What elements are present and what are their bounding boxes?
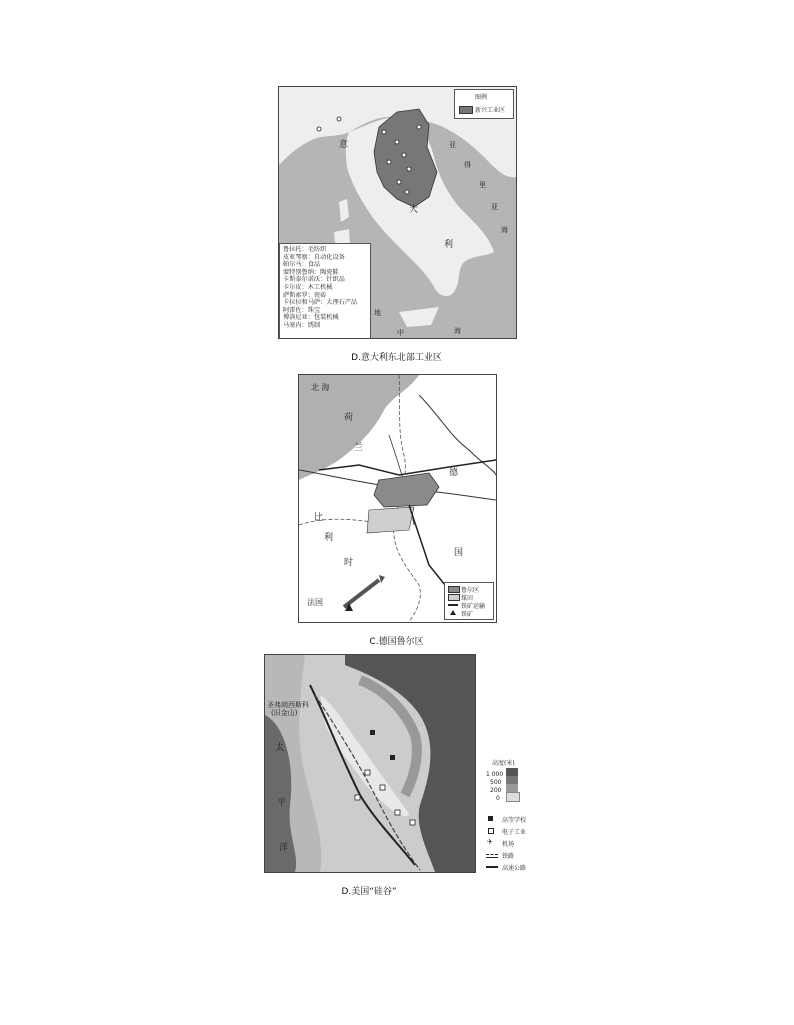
industry-item: 帕尔马：食品 xyxy=(283,261,321,269)
industry-item: 鲁拉托：毛纺织 xyxy=(283,246,327,253)
legend-school: 高等学校 xyxy=(502,817,527,824)
legend-airport: 机场 xyxy=(502,841,515,848)
legend-rail: 铁路 xyxy=(502,853,515,860)
land-sicily xyxy=(399,307,439,327)
river xyxy=(419,395,496,475)
label-yi: 意 xyxy=(339,140,349,150)
industry-list xyxy=(279,243,371,339)
industry-marker xyxy=(365,770,370,775)
city-dot xyxy=(317,127,321,131)
label-sf2: (旧金山) xyxy=(271,709,298,717)
industry-item: 蒙特别鲁纳：陶瓷鞋 xyxy=(283,268,339,276)
silicon-valley-svg xyxy=(265,655,475,872)
silicon-valley-map xyxy=(264,654,476,873)
legend-ruhr: 鲁尔区 xyxy=(461,587,480,594)
elev-swatch-3 xyxy=(506,784,518,792)
legend-highway: 高速公路 xyxy=(502,865,527,872)
industry-item: 皮亚琴察：自动化设备 xyxy=(283,253,345,261)
label-fa: 法国 xyxy=(307,598,323,607)
italy-legend-label: 新兴工业区 xyxy=(475,107,506,114)
legend-industry: 电子工业 xyxy=(502,829,527,836)
italy-map xyxy=(278,86,517,339)
city-dot xyxy=(405,190,409,194)
elev-500: 500 xyxy=(490,779,502,786)
legend-rail: 铁矿运输 xyxy=(461,603,486,610)
label-he: 荷 xyxy=(344,413,354,423)
legend-swatch-rail xyxy=(448,604,458,606)
legend-ore: 铁矿 xyxy=(461,611,474,618)
legend-school-icon xyxy=(488,816,493,821)
ruhr-map xyxy=(298,374,497,623)
label-sea-4: 亚 xyxy=(491,203,498,211)
railway xyxy=(409,505,449,590)
label-lan: 兰 xyxy=(354,443,364,453)
label-da: 大 xyxy=(409,205,419,215)
label-sea-2: 得 xyxy=(464,161,471,169)
elev-title: 高度(米) xyxy=(492,760,515,767)
industry-item: 卡尔皮：木工机械 xyxy=(283,283,333,291)
industry-item: 萨斯索罗：瓷砖 xyxy=(283,291,327,299)
label-sf: 圣弗朗西斯科 xyxy=(267,701,309,709)
label-bi: 比 xyxy=(314,513,324,523)
legend-highway-icon xyxy=(486,866,498,868)
industry-item: 卡拉拉和马萨：大理石产品 xyxy=(283,299,358,307)
legend-industry-icon xyxy=(488,828,494,834)
industry-marker xyxy=(410,820,415,825)
industry-item: 马塞内：绣制 xyxy=(283,321,321,329)
ruhr-caption: C.德国鲁尔区 xyxy=(369,637,424,647)
label-li: 利 xyxy=(444,240,454,250)
school-marker xyxy=(370,730,375,735)
bay xyxy=(320,695,410,816)
city-dot xyxy=(417,125,421,129)
sv-caption: D.美国“硅谷” xyxy=(341,887,397,897)
label-sea-5: 海 xyxy=(501,226,508,234)
label-li: 利 xyxy=(324,533,334,543)
industry-marker xyxy=(380,785,385,790)
italy-caption: D.意大利东北部工业区 xyxy=(351,353,442,363)
industry-marker xyxy=(355,795,360,800)
industry-marker xyxy=(395,810,400,815)
sv-legend xyxy=(484,758,544,873)
elev-swatch-1 xyxy=(506,768,518,776)
elev-1000: 1 000 xyxy=(486,771,504,778)
label-sea-3: 里 xyxy=(479,181,486,189)
city-dot xyxy=(407,167,411,171)
school-marker xyxy=(390,755,395,760)
coal-field xyxy=(367,507,414,533)
city-dot xyxy=(382,130,386,134)
label-sea-b2: 中 xyxy=(397,329,404,337)
label-guo: 国 xyxy=(454,548,464,558)
legend-rail-icon xyxy=(486,854,498,858)
city-dot xyxy=(395,140,399,144)
city-dot xyxy=(402,153,406,157)
italy-legend-title: 图例 xyxy=(475,94,488,101)
ruhr-region xyxy=(374,473,439,507)
label-sea-b1: 地 xyxy=(374,309,381,317)
industry-item: 卡斯泰尔诺沃：针织品 xyxy=(283,276,345,284)
legend-swatch-ore xyxy=(450,610,456,615)
label-de: 德 xyxy=(449,468,459,478)
airport-icon: ✈ xyxy=(487,838,493,846)
label-sea-b3: 海 xyxy=(454,327,461,335)
italy-legend-swatch xyxy=(459,106,473,114)
label-ping: 平 xyxy=(277,798,287,808)
ore-arrow xyxy=(344,580,379,607)
label-sea-1: 亚 xyxy=(449,141,456,149)
legend-coal: 煤田 xyxy=(461,595,474,602)
industry-item: 博洛尼亚：包装机械 xyxy=(283,314,339,322)
ruhr-legend xyxy=(444,582,494,620)
label-tai: 太 xyxy=(275,743,285,753)
land-corsica xyxy=(339,199,349,222)
railway xyxy=(319,460,496,475)
industry-item: 阿雷佐：珠宝 xyxy=(283,306,321,314)
elev-swatch-4 xyxy=(506,792,520,802)
city-dot xyxy=(337,117,341,121)
elev-0: 0 xyxy=(496,795,500,802)
label-yang: 洋 xyxy=(279,843,289,853)
elev-200: 200 xyxy=(490,787,502,794)
city-dot xyxy=(387,160,391,164)
legend-swatch-coal xyxy=(448,594,460,601)
elev-swatch-2 xyxy=(506,776,518,784)
legend-swatch-ruhr xyxy=(448,586,460,593)
label-shi: 时 xyxy=(344,558,354,568)
italy-legend xyxy=(454,89,514,119)
city-dot xyxy=(397,180,401,184)
label-north-sea: 北 海 xyxy=(311,383,330,392)
